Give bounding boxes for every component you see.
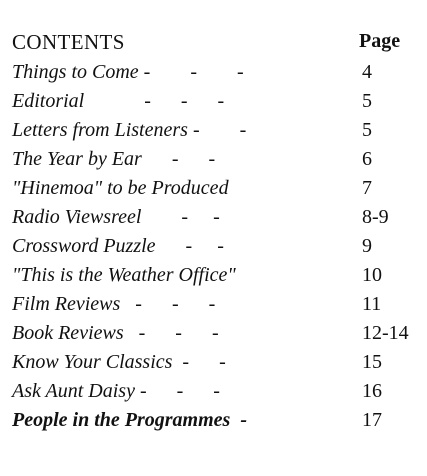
contents-page-number: 7 (362, 177, 372, 199)
contents-title: Radio Viewsreel - - (12, 206, 220, 228)
contents-page-number: 9 (362, 235, 372, 257)
contents-title: Things to Come - - - (12, 61, 244, 83)
contents-title: People in the Programmes - (12, 409, 247, 431)
contents-heading: CONTENTS (12, 30, 125, 54)
contents-page-number: 12-14 (362, 322, 409, 344)
contents-row (12, 205, 416, 234)
contents-title: Film Reviews - - - (12, 293, 216, 315)
contents-title: Book Reviews - - - (12, 322, 219, 344)
contents-page-number: 4 (362, 61, 372, 83)
contents-row (12, 408, 416, 437)
contents-title: Letters from Listeners - - (12, 119, 247, 141)
contents-row (12, 176, 416, 205)
contents-page-number: 17 (362, 409, 382, 431)
contents-row (12, 89, 416, 118)
contents-page-number: 11 (362, 293, 382, 315)
contents-title: Editorial - - - (12, 90, 225, 112)
contents-header (12, 30, 417, 56)
contents-page-number: 5 (362, 90, 372, 112)
contents-row (12, 263, 416, 292)
contents-page-number: 16 (362, 380, 382, 402)
contents-row (12, 118, 416, 147)
contents-row (12, 379, 416, 408)
contents-page-number: 6 (362, 148, 372, 170)
contents-row (12, 350, 416, 379)
contents-row (12, 60, 416, 89)
contents-row (12, 321, 416, 350)
contents-row (12, 234, 416, 263)
contents-title: Crossword Puzzle - - (12, 235, 224, 257)
contents-page-number: 15 (362, 351, 382, 373)
page-heading: Page (359, 30, 401, 52)
contents-title: The Year by Ear - - (12, 148, 216, 170)
contents-title: Know Your Classics - - (12, 351, 226, 373)
contents-row (12, 292, 416, 321)
contents-title: "This is the Weather Office" (12, 264, 236, 286)
contents-title: "Hinemoa" to be Produced (12, 177, 229, 199)
contents-page-number: 10 (362, 264, 382, 286)
contents-page-number: 8-9 (362, 206, 389, 228)
contents-row (12, 147, 416, 176)
contents-list (12, 60, 416, 437)
contents-title: Ask Aunt Daisy - - - (12, 380, 220, 402)
contents-page-number: 5 (362, 119, 372, 141)
